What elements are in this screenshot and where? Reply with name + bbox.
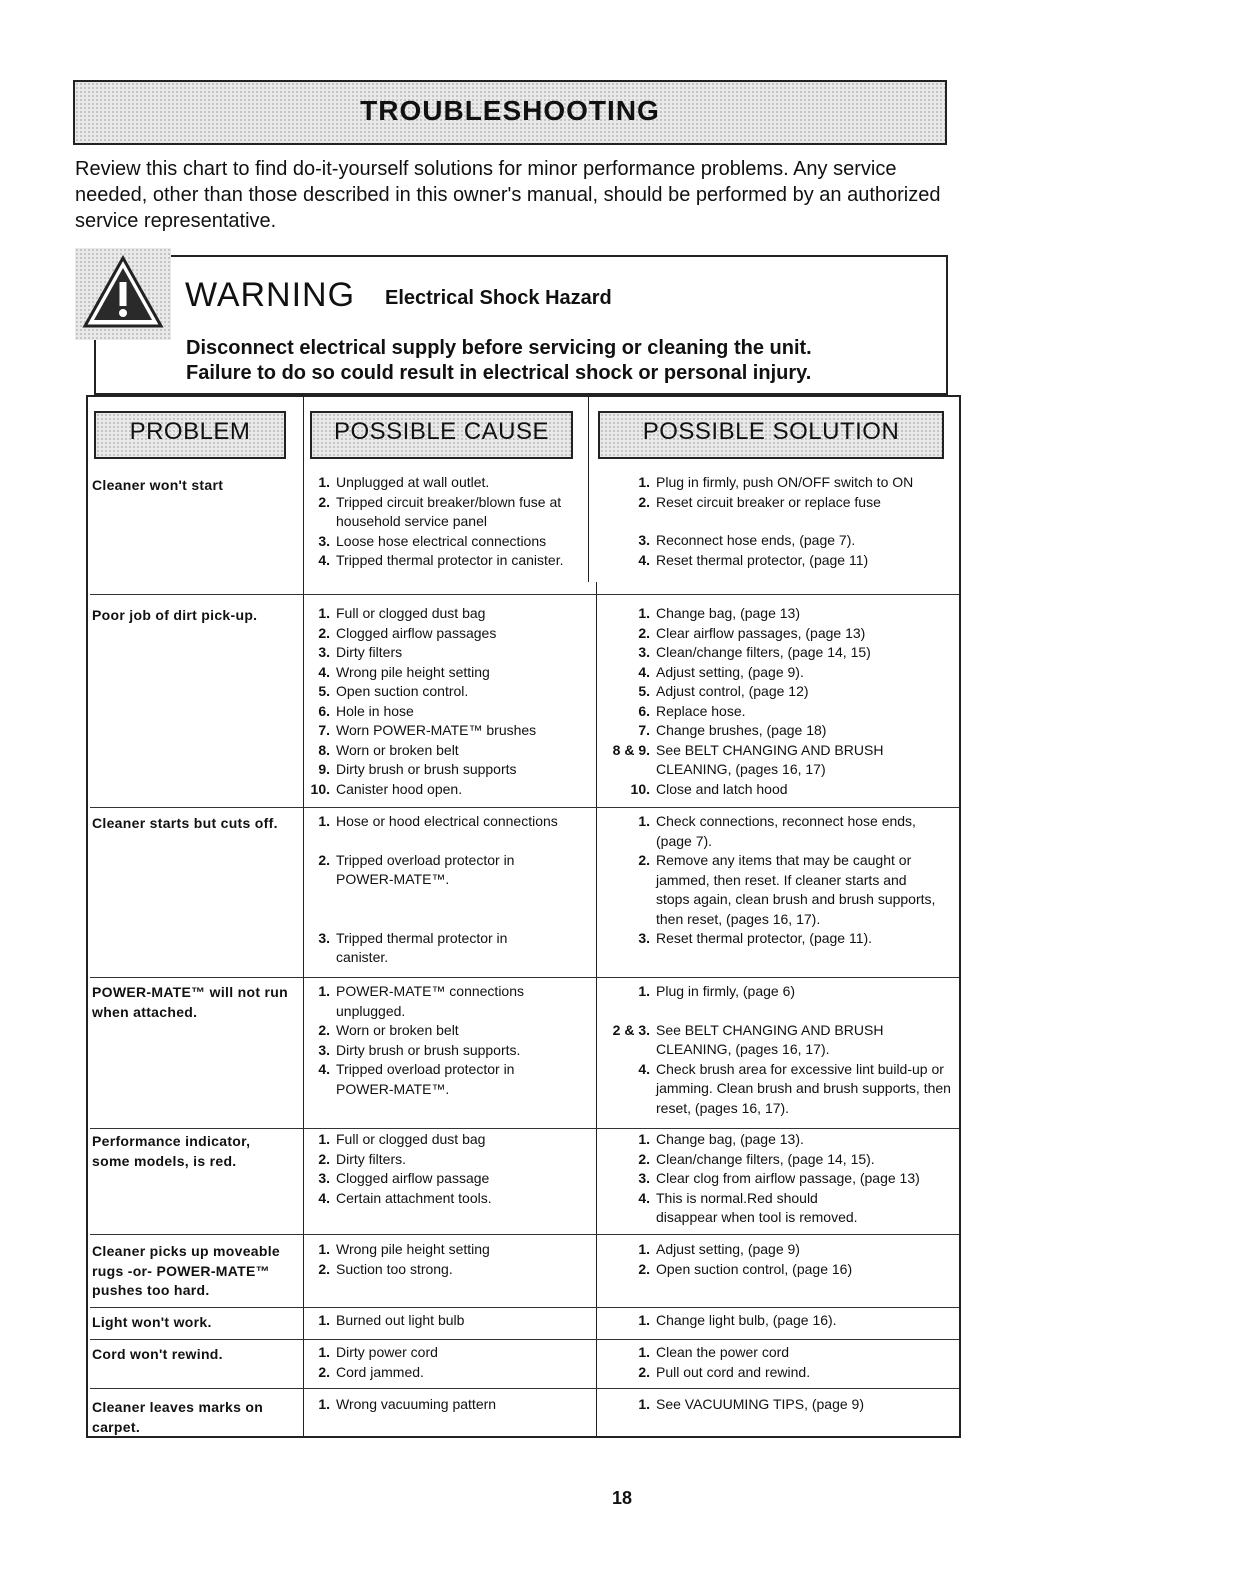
- problem-text: Cleaner leaves marks on carpet.: [92, 1399, 264, 1435]
- row-divider: [90, 1234, 959, 1235]
- problem-text: Cleaner starts but cuts off.: [92, 815, 278, 831]
- solution-item: 3. Reconnect hose ends, (page 7).: [638, 532, 856, 548]
- solution-list: [598, 1130, 960, 1228]
- solution-item: 1. Plug in firmly, push ON/OFF switch to ON: [638, 474, 914, 490]
- page-title: TROUBLESHOOTING: [360, 95, 660, 126]
- column-divider: [596, 582, 597, 1438]
- solution-item: 2. Clear airflow passages, (page 13): [638, 624, 866, 641]
- cause-list: [308, 1343, 573, 1382]
- cause-item: 4. Tripped overload protector in POWER-MATE™.: [318, 1061, 515, 1097]
- solution-list: [598, 473, 960, 570]
- cause-list: [308, 1311, 573, 1331]
- header-possible-cause-label: POSSIBLE CAUSE: [333, 418, 550, 445]
- header-problem: [94, 411, 286, 459]
- cause-item: 6. Hole in hose: [318, 702, 414, 719]
- solution-item: 4. Adjust setting, (page 9).: [638, 663, 804, 680]
- solution-item: 2. Pull out cord and rewind.: [638, 1363, 811, 1380]
- warning-subtitle: Electrical Shock Hazard: [385, 287, 612, 309]
- cause-item: 1. Full or clogged dust bag: [318, 1131, 486, 1147]
- cause-item: 2. Dirty filters.: [318, 1150, 406, 1167]
- table-row-6: [92, 1242, 302, 1301]
- row-divider: [90, 1388, 959, 1389]
- cause-item: 3. Dirty brush or brush supports.: [318, 1041, 521, 1058]
- cause-item: 1. Burned out light bulb: [318, 1312, 465, 1328]
- cause-item: 2. Cord jammed.: [318, 1363, 424, 1380]
- solution-list: [598, 812, 943, 949]
- cause-list: [308, 1395, 573, 1415]
- header-possible-cause: [310, 411, 573, 459]
- cause-item: 3. Clogged airflow passage: [318, 1170, 490, 1186]
- header-possible-solution-label: POSSIBLE SOLUTION: [642, 418, 900, 445]
- solution-item: 1. Change bag, (page 13).: [638, 1131, 804, 1147]
- solution-item: 3. Clean/change filters, (page 14, 15): [638, 644, 871, 660]
- cause-list: [308, 473, 573, 571]
- cause-list: [308, 982, 568, 1099]
- solution-item: 7. Change brushes, (page 18): [638, 722, 827, 738]
- warning-message: [186, 336, 812, 386]
- problem-text: Performance indicator, some models, is red.: [92, 1133, 251, 1169]
- solution-item: 1. Check connections, reconnect hose ends, (page 7).: [638, 813, 916, 849]
- solution-item: 4. This is normal.Red should disappear when tool is removed.: [638, 1189, 858, 1225]
- solution-item: 1. Plug in firmly, (page 6): [638, 983, 796, 999]
- cause-item: 1. Wrong vacuuming pattern: [318, 1396, 497, 1412]
- problem-text: Poor job of dirt pick-up.: [92, 607, 258, 623]
- cause-item: 4. Wrong pile height setting: [318, 663, 490, 680]
- row-divider: [90, 594, 959, 595]
- table-row-8: [92, 1345, 292, 1365]
- solution-item: 2. Open suction control, (page 16): [638, 1260, 853, 1277]
- cause-item: 4. Tripped thermal protector in canister.: [318, 552, 564, 568]
- cause-item: 2. Clogged airflow passages: [318, 624, 497, 641]
- solution-item: 1. Change bag, (page 13): [638, 605, 800, 621]
- solution-item: 1. Change light bulb, (page 16).: [638, 1312, 837, 1328]
- problem-text: Cleaner picks up moveable rugs -or- POWER-MATE™ pushes too hard.: [92, 1243, 281, 1298]
- solution-item: 8 & 9. See BELT CHANGING AND BRUSH CLEANING, (pages 16, 17): [612, 741, 884, 777]
- row-divider: [90, 807, 959, 808]
- warning-triangle-icon: [82, 252, 164, 332]
- cause-item: 2. Tripped overload protector in POWER-MATE™.: [318, 851, 515, 887]
- solution-item: 1. Clean the power cord: [638, 1344, 790, 1360]
- cause-item: 1. Hose or hood electrical connections: [318, 813, 558, 829]
- table-row-2: [92, 606, 292, 626]
- problem-text: POWER-MATE™ will not run when attached.: [92, 984, 288, 1020]
- cause-item: 5. Open suction control.: [318, 683, 469, 699]
- solution-item: 1. Adjust setting, (page 9): [638, 1241, 800, 1257]
- cause-item: 10. Canister hood open.: [310, 780, 463, 797]
- intro-paragraph: Review this chart to find do-it-yourself solutions for minor performance problems. Any service needed, other than those described in this owner's manual, should be performed by an authorized service representative.: [75, 158, 941, 232]
- solution-item: 3. Reset thermal protector, (page 11).: [638, 930, 873, 946]
- problem-text: Light won't work.: [92, 1314, 212, 1330]
- solution-list: [598, 1395, 960, 1415]
- warning-line-2: Failure to do so could result in electrical shock or personal injury.: [186, 362, 812, 384]
- cause-item: 2. Worn or broken belt: [318, 1022, 459, 1038]
- cause-item: 8. Worn or broken belt: [318, 741, 459, 758]
- row-divider: [90, 1339, 959, 1340]
- row-divider: [90, 977, 959, 978]
- solution-item: 6. Replace hose.: [638, 702, 746, 719]
- problem-text: Cord won't rewind.: [92, 1346, 223, 1362]
- cause-item: 3. Loose hose electrical connections: [318, 532, 547, 549]
- solution-item: 2. Remove any items that may be caught or jammed, then reset. If cleaner starts and stops again, clean brush and brush supports, then reset, (pages 16, 17).: [638, 852, 936, 927]
- row-divider: [90, 1307, 959, 1308]
- table-row-4: [92, 983, 292, 1022]
- table-row-7: [92, 1313, 292, 1333]
- solution-item: 3. Clear clog from airflow passage, (page 13): [638, 1170, 920, 1186]
- cause-item: 9. Dirty brush or brush supports: [318, 761, 517, 777]
- header-possible-solution: [598, 411, 944, 459]
- table-row-9: [92, 1398, 267, 1437]
- cause-item: 3. Dirty filters: [318, 644, 403, 660]
- cause-item: 1. POWER-MATE™ connections unplugged.: [318, 983, 525, 1019]
- table-row-1: [92, 476, 292, 496]
- table-row-5: [92, 1132, 292, 1171]
- warning-heading: WARNING: [185, 276, 356, 314]
- solution-list: [598, 1343, 960, 1382]
- solution-list: [598, 1311, 960, 1331]
- column-divider: [588, 397, 589, 582]
- warning-line-1: Disconnect electrical supply before servicing or cleaning the unit.: [186, 337, 812, 359]
- column-divider: [303, 397, 304, 1438]
- solution-list: [598, 604, 960, 799]
- title-banner: [73, 80, 947, 145]
- solution-item: 4. Check brush area for excessive lint build-up or jamming. Clean brush and brush supports, then reset, (pages 16, 17).: [638, 1060, 951, 1116]
- solution-item: 4. Reset thermal protector, (page 11): [638, 551, 869, 568]
- cause-item: 4. Certain attachment tools.: [318, 1189, 492, 1206]
- cause-item: 2. Suction too strong.: [318, 1260, 453, 1277]
- solution-item: 2 & 3. See BELT CHANGING AND BRUSH CLEANING, (pages 16, 17).: [612, 1021, 884, 1057]
- cause-item: 1. Unplugged at wall outlet.: [318, 474, 490, 490]
- cause-list: [308, 1240, 573, 1279]
- cause-list: [308, 604, 573, 799]
- troubleshooting-table: [86, 395, 961, 1438]
- solution-item: 2. Clean/change filters, (page 14, 15).: [638, 1150, 875, 1167]
- header-problem-label: PROBLEM: [129, 418, 251, 445]
- table-row-3: [92, 814, 292, 834]
- cause-item: 3. Tripped thermal protector in canister.: [318, 929, 508, 965]
- cause-item: 7. Worn POWER-MATE™ brushes: [318, 722, 537, 738]
- cause-item: 1. Wrong pile height setting: [318, 1241, 490, 1257]
- problem-text: Cleaner won't start: [92, 477, 224, 493]
- cause-list: [308, 812, 578, 968]
- solution-list: [598, 982, 953, 1118]
- row-divider: [90, 1128, 959, 1129]
- solution-item: 2. Reset circuit breaker or replace fuse: [638, 493, 881, 510]
- page-number: 18: [611, 1488, 633, 1508]
- cause-list: [308, 1130, 573, 1208]
- cause-item: 2. Tripped circuit breaker/blown fuse at household service panel: [318, 493, 562, 529]
- solution-item: 5. Adjust control, (page 12): [638, 683, 809, 699]
- solution-list: [598, 1240, 960, 1279]
- solution-item: 10. Close and latch hood: [630, 780, 788, 797]
- cause-item: 1. Full or clogged dust bag: [318, 605, 486, 621]
- solution-item: 1. See VACUUMING TIPS, (page 9): [638, 1396, 864, 1412]
- cause-item: 1. Dirty power cord: [318, 1344, 438, 1360]
